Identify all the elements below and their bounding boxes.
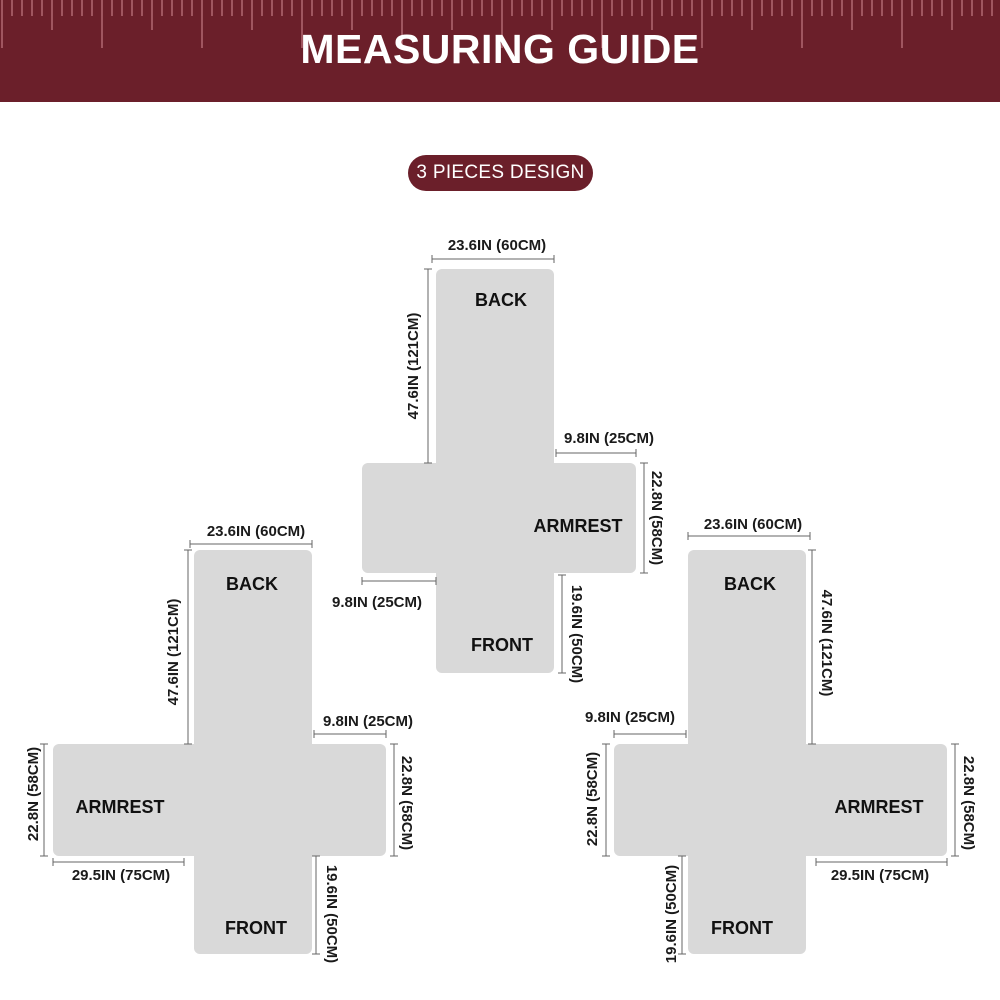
left-front-label: FRONT [225, 918, 287, 938]
top-arm-height-dim: 22.8N (58CM) [648, 470, 665, 566]
top-arm-overhang-dim: 9.8IN (25CM) [563, 430, 655, 447]
piece-top [332, 237, 665, 683]
page-title: MEASURING GUIDE [300, 26, 700, 72]
top-armrest-label: ARMREST [533, 516, 623, 536]
design-pill: 3 PIECES DESIGN [408, 155, 593, 191]
top-back-height-dim: 47.6IN (121CM) [405, 312, 422, 420]
piece-right [584, 516, 977, 963]
right-armrest-label: ARMREST [834, 797, 924, 817]
right-back-width-dim: 23.6IN (60CM) [703, 516, 803, 533]
piece-left [25, 523, 415, 963]
top-front-label: FRONT [471, 635, 533, 655]
top-front-height-dim: 19.6IN (50CM) [568, 584, 585, 684]
right-arm-height-left-dim: 22.8N (58CM) [584, 751, 601, 847]
right-back-label: BACK [724, 574, 776, 594]
right-arm-overhang-dim: 9.8IN (25CM) [584, 709, 676, 726]
right-front-height-dim: 19.6IN (50CM) [663, 864, 680, 964]
top-back-label: BACK [475, 290, 527, 310]
left-armrest-label: ARMREST [75, 797, 165, 817]
left-back-label: BACK [226, 574, 278, 594]
left-arm-height-right-dim: 22.8N (58CM) [398, 755, 415, 851]
left-arm-overhang-dim: 9.8IN (25CM) [322, 713, 414, 730]
right-arm-width-dim: 29.5IN (75CM) [830, 867, 930, 884]
top-left-overhang-dim: 9.8IN (25CM) [331, 594, 423, 611]
right-front-label: FRONT [711, 918, 773, 938]
right-back-height-dim: 47.6IN (121CM) [818, 589, 835, 697]
left-arm-width-dim: 29.5IN (75CM) [71, 867, 171, 884]
right-arm-height-right-dim: 22.8N (58CM) [960, 755, 977, 851]
left-back-width-dim: 23.6IN (60CM) [206, 523, 306, 540]
top-back-width-dim: 23.6IN (60CM) [447, 237, 547, 254]
left-back-height-dim: 47.6IN (121CM) [165, 598, 182, 706]
left-arm-height-left-dim: 22.8N (58CM) [25, 746, 42, 842]
left-front-height-dim: 19.6IN (50CM) [323, 864, 340, 964]
